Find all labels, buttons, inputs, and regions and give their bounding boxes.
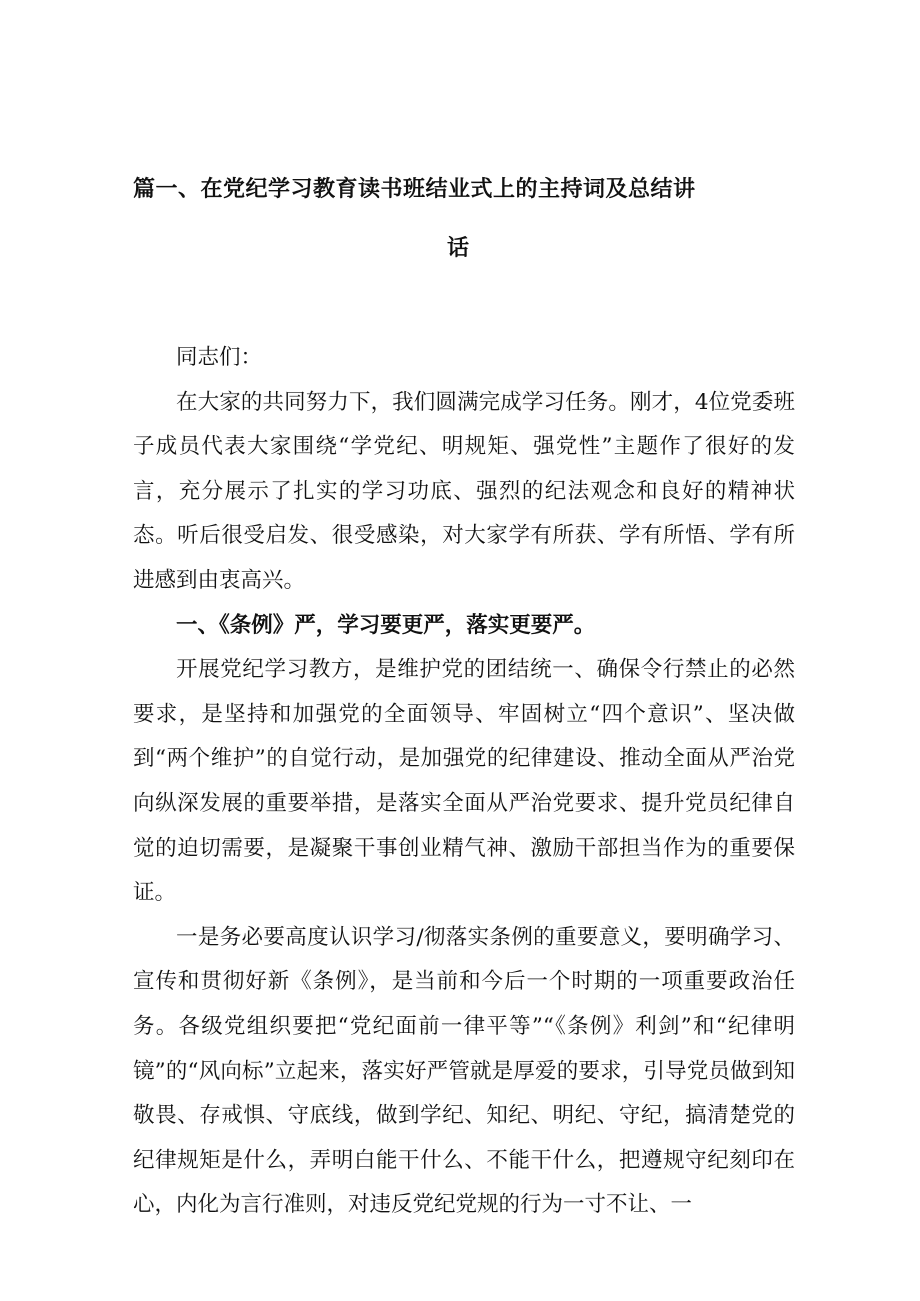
paragraph-intro: 在大家的共同努力下，我们圆满完成学习任务。刚才，4位党委班子成员代表大家围绕“学党纪、明规矩、强党性”主题作了很好的发言，充分展示了扎实的学习功底、强烈的纪法观念和良好的精神状态。听后很受启发、很受感染，对大家学有所获、学有所悟、学有所进感到由衷高兴。 [133, 389, 795, 593]
salutation: 同志们： [176, 345, 263, 370]
document-body [133, 336, 795, 1228]
paragraph-significance: 开展党纪学习教方，是维护党的团结统一、确保令行禁止的必然要求，是坚持和加强党的全面领导、牢固树立“四个意识”、坚决做到“两个维护”的自觉行动，是加强党的纪律建设、推动全面从严治党向纵深发展的重要举措，是落实全面从严治党要求、提升党员纪律自觉的迫切需要，是凝聚干事创业精气神、激励干部担当作为的重要保证。 [133, 657, 795, 906]
section-heading-1: 一、《条例》严，学习要更严，落实更要严。 [176, 612, 596, 638]
paragraph-point-1: 一是务必要高度认识学习/彻落实条例的重要意义，要明确学习、宣传和贯彻好新《条例》，是当前和今后一个时期的一项重要政治任务。各级党组织要把“党纪面前一律平等”“《条例》利剑”和“纪律明镜”的“风向标”立起来，落实好严管就是厚爱的要求，引导党员做到知敬畏、存戒惧、守底线，做到学纪、知纪、明纪、守纪，搞清楚党的纪律规矩是什么，弄明白能干什么、不能干什么，把遵规守纪刻印在心，内化为言行准则，对违反党纪党规的行为一寸不让、一 [133, 924, 795, 1218]
document-title-line-2: 话 [447, 235, 470, 261]
document-title-line-1: 篇一、在党纪学习教育读书班结业式上的主持词及总结讲 [133, 176, 696, 202]
